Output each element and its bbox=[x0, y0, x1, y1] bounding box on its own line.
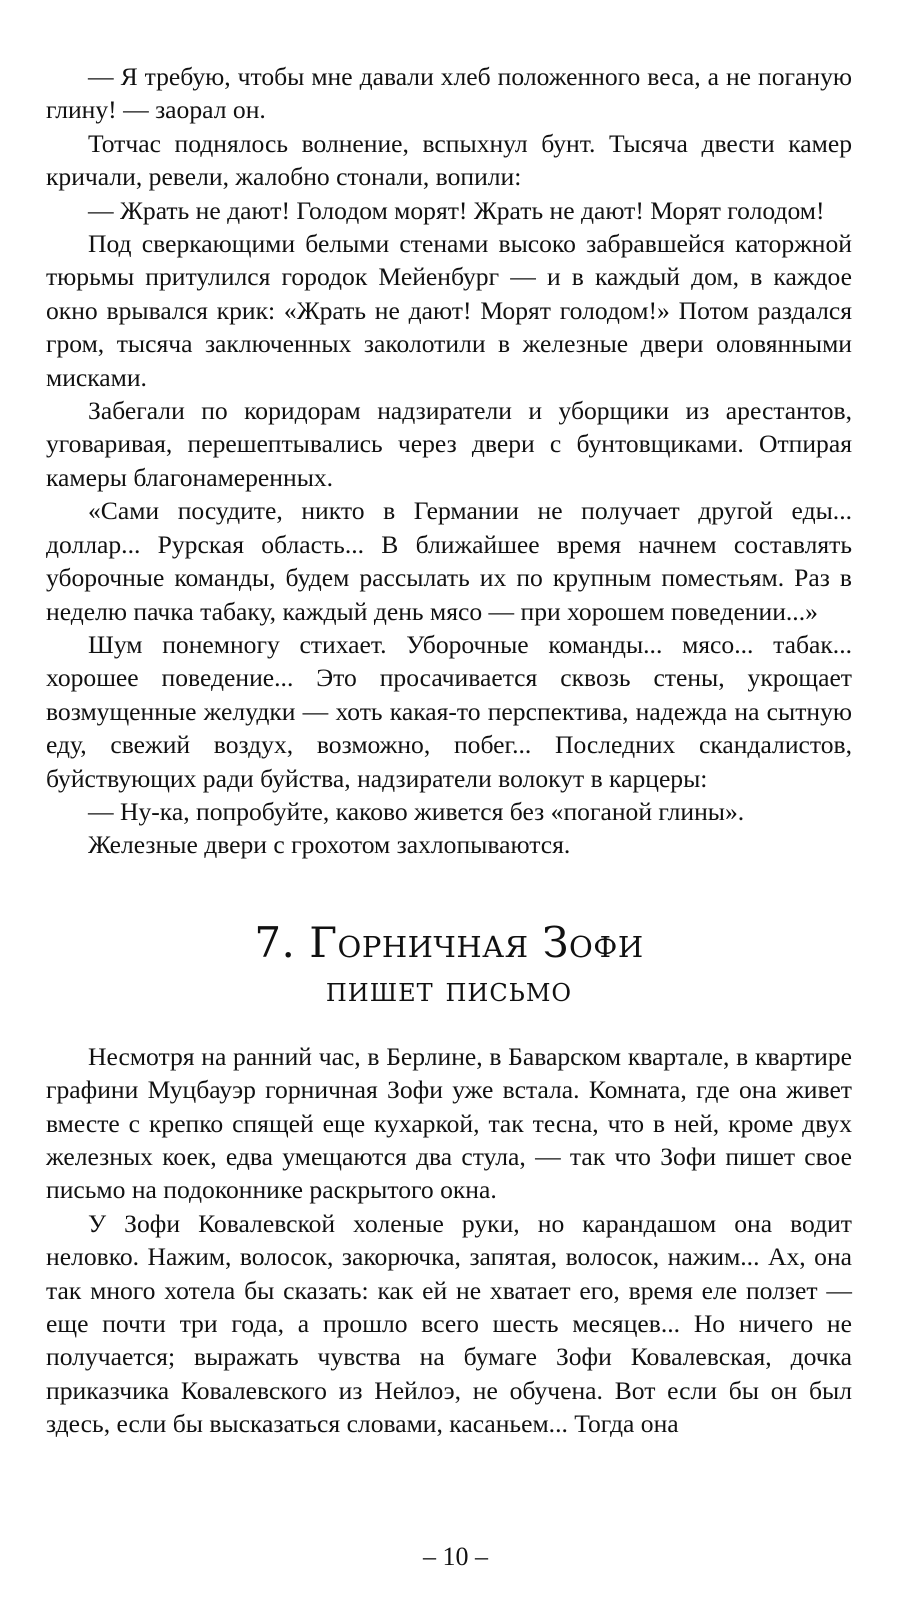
page-number: – 10 – bbox=[423, 1542, 488, 1571]
chapter-heading bbox=[46, 916, 852, 1010]
paragraph: — Жрать не дают! Голодом морят! Жрать не дают! Морят голодом! bbox=[88, 195, 825, 225]
paragraph: Шум понемногу стихает. Уборочные команды... мясо... табак... хорошее поведение... Это просачивается сквозь стены, укрощает возмущенные желудки — хоть какая-то перспектива, надежда на сытную еду, свежий воздух, возможно, побег... Последних скандалистов, буйствующих ради буйства, надзиратели волокут в карцеры: bbox=[46, 629, 852, 793]
paragraph: — Я требую, чтобы мне давали хлеб положенного веса, а не поганую глину! — заорал он. bbox=[46, 62, 852, 125]
book-page bbox=[46, 60, 852, 1441]
paragraph: Железные двери с грохотом захлопываются. bbox=[88, 830, 571, 860]
paragraph: У Зофи Ковалевской холеные руки, но карандашом она водит неловко. Нажим, волосок, закорючка, запятая, волосок, нажим... Ах, она так много хотела бы сказать: как ей не хватает его, время еле ползет — еще почти три года, а прошло всего шесть месяцев... Но ничего не получается; выражать чувства на бумаге Зофи Ковалевская, дочка приказчика Ковалевского из Нейлоэ, не обучена. Вот если бы он был здесь, если бы высказаться словами, касаньем... Тогда она bbox=[46, 1208, 852, 1439]
paragraph: «Сами посудите, никто в Германии не получает другой еды... доллар... Рурская область... В ближайшее время начнем составлять уборочные команды, будем рассылать их по крупным поместьям. Раз в неделю пачка табаку, каждый день мясо — при хорошем поведении...» bbox=[46, 496, 852, 626]
paragraph: Несмотря на ранний час, в Берлине, в Баварском квартале, в квартире графини Муцбауэр горничная Зофи уже встала. Комната, где она живет вместе с крепко спящей еще кухаркой, так тесна, что в ней, кроме двух железных коек, едва умещаются два стула, — так что Зофи пишет свое письмо на подоконнике раскрытого окна. bbox=[46, 1041, 852, 1205]
chapter-subtitle: пишет письмо bbox=[325, 969, 573, 1010]
text-section-prison-riot bbox=[46, 60, 852, 862]
paragraph: Под сверкающими белыми стенами высоко забравшейся каторжной тюрьмы притулился городок Мейенбург — и в каждый дом, в каждое окно врывался крик: «Жрать не дают! Морят голодом!» Потом раздался гром, тысяча заключенных заколотили в железные двери оловянными мисками. bbox=[46, 229, 852, 392]
text-section-sophie-letter bbox=[46, 1040, 852, 1441]
paragraph: Забегали по коридорам надзиратели и уборщики из арестантов, уговаривая, перешептывались через двери с бунтовщиками. Отпирая камеры благонамеренных. bbox=[46, 396, 852, 492]
paragraph: Тотчас поднялось волнение, вспыхнул бунт. Тысяча двести камер кричали, ревели, жалобно стонали, вопили: bbox=[46, 128, 852, 192]
chapter-title: 7. Горничная Зофи bbox=[254, 917, 644, 967]
paragraph: — Ну-ка, попробуйте, каково живется без «поганой глины». bbox=[88, 796, 745, 826]
